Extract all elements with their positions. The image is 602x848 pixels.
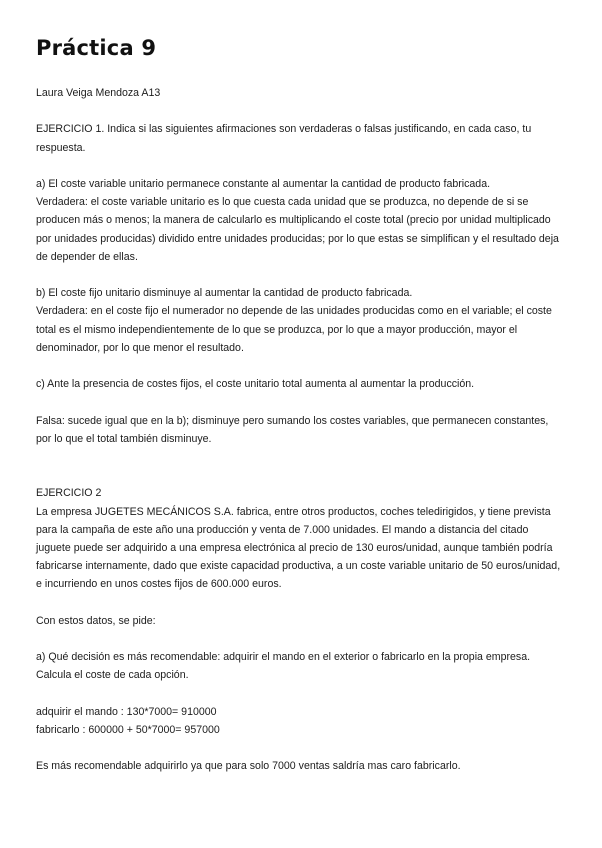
calc-buy-line: adquirir el mando : 130*7000= 910000 (36, 705, 217, 718)
calc-make-line: fabricarlo : 600000 + 50*7000= 957000 (36, 723, 220, 736)
conclusion-line: Es más recomendable adquirirlo ya que para solo 7000 ventas saldría mas caro fabricarlo. (36, 760, 461, 773)
exercise-1b-statement: b) El coste fijo unitario disminuye al aumentar la cantidad de producto fabricada. (36, 287, 413, 300)
page-title: Práctica 9 (36, 36, 157, 60)
author-line: Laura Veiga Mendoza A13 (36, 87, 161, 99)
document-body (36, 84, 566, 776)
exercise-1c-statement: c) Ante la presencia de costes fijos, el coste unitario total aumenta al aumentar la producción. (36, 378, 475, 391)
exercise-1b-answer: Verdadera: en el coste fijo el numerador no depende de las unidades producidas como en el variable; el coste total es el mismo independientemente de lo que se produzca, por lo que a mayor producción, mayor el denominador, por lo que menor el resultado. (36, 305, 552, 354)
exercise-2-statement: La empresa JUGETES MECÁNICOS S.A. fabrica, entre otros productos, coches teledirigidos, y tiene prevista para la campaña de este año una producción y venta de 7.000 unidades. El mando a distancia del citado juguete puede ser adquirido a una empresa electrónica al precio de 130 euros/unidad, aunque también podría fabricarse internamente, dado que existe capacidad productiva, a un coste variable unitario de 50 euros/unidad, e incurriendo en unos costes fijos de 600.000 euros. (36, 505, 561, 591)
exercise-1a-statement: a) El coste variable unitario permanece constante al aumentar la cantidad de producto fabricada. (36, 177, 491, 190)
exercise-1a-answer: Verdadera: el coste variable unitario es lo que cuesta cada unidad que se produzca, no depende de si se producen más o menos; la manera de calcularlo es multiplicando el coste total (precio por unidad multiplicado por unidades producidas) dividido entre unidades producidas; por lo que estas se simplifican y el resultado deja de depender de ellas. (36, 196, 559, 263)
exercise-2-ask: Con estos datos, se pide: (36, 614, 156, 627)
exercise-1-intro: EJERCICIO 1. Indica si las siguientes afirmaciones son verdaderas o falsas justificando, en cada caso, tu respuesta. (36, 123, 532, 154)
exercise-2-heading: EJERCICIO 2 (36, 487, 102, 500)
exercise-2a-question: a) Qué decisión es más recomendable: adquirir el mando en el exterior o fabricarlo en la propia empresa. Calcula el coste de cada opción. (36, 651, 531, 682)
exercise-1c-answer: Falsa: sucede igual que en la b); disminuye pero sumando los costes variables, que permanecen constantes, por lo que el total también disminuye. (36, 414, 549, 445)
